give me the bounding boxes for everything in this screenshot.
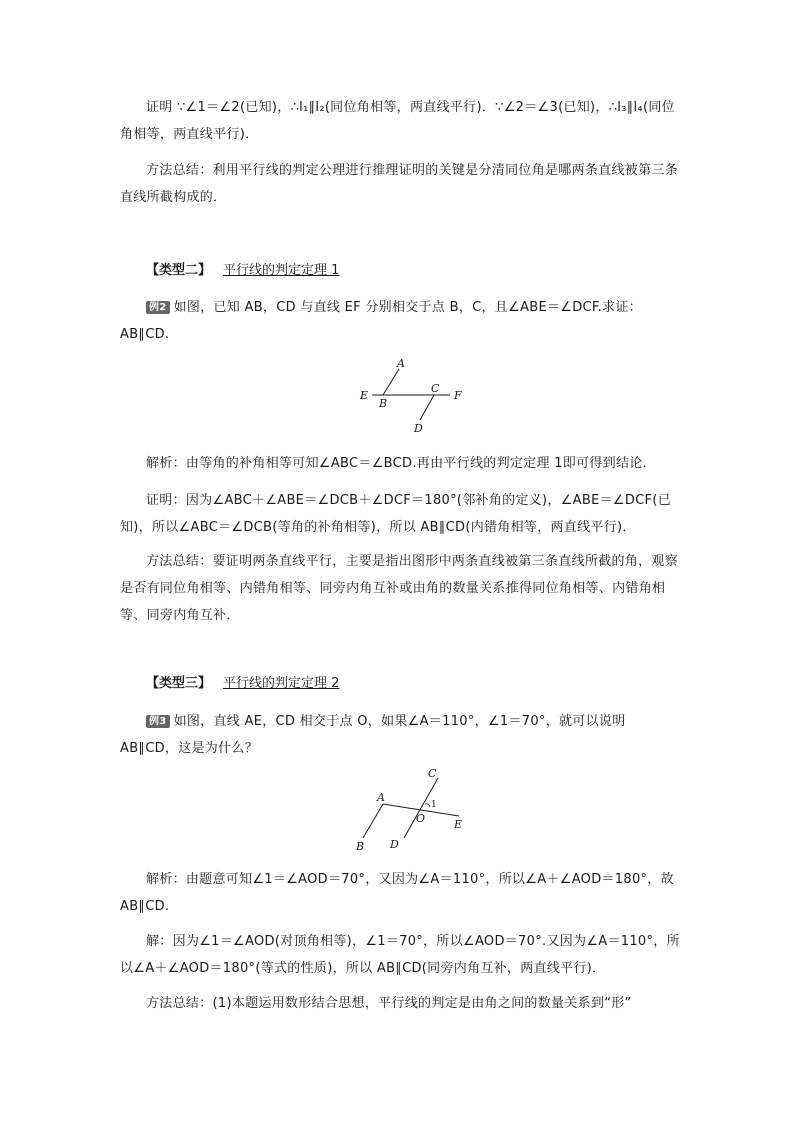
section-tag: 【类型三】 — [146, 676, 212, 691]
label-angle-1: 1 — [431, 800, 437, 810]
angle-1-arc — [425, 804, 430, 807]
section-tag: 【类型二】 — [146, 263, 212, 278]
label-a: A — [377, 791, 385, 804]
solution-paragraph: 解：因为∠1＝∠AOD(对顶角相等)，∠1＝70°，所以∠AOD＝70°.又因为∠A＝110°，所以∠A＋∠AOD＝180°(等式的性质)，所以 AB∥CD(同旁内角互补，两直线平行)． — [120, 934, 680, 976]
summary-paragraph-3: 方法总结：(1)本题运用数形结合思想，平行线的判定是由角之间的数量关系到“形” — [146, 996, 632, 1011]
example-text: 如图，已知 AB，CD 与直线 EF 分别相交于点 B，C，且∠ABE＝∠DCF.求证：AB∥CD. — [120, 300, 642, 342]
example-3-question — [120, 708, 680, 762]
analysis-paragraph-1: 解析：由等角的补角相等可知∠ABC＝∠BCD.再由平行线的判定定理 1即可得到结论． — [146, 456, 656, 471]
label-d: D — [414, 422, 423, 435]
line-cd — [420, 395, 434, 420]
section-title: 平行线的判定定理 1 — [223, 263, 340, 278]
figure-parallel-lines-1 — [350, 352, 480, 436]
label-e: E — [360, 389, 369, 402]
label-d: D — [390, 838, 399, 851]
figure-parallel-lines-2 — [346, 766, 476, 854]
example-2-question — [120, 294, 680, 348]
section-heading-type2 — [146, 261, 339, 281]
label-c: C — [428, 767, 437, 780]
section-title: 平行线的判定定理 2 — [223, 676, 340, 691]
label-e: E — [454, 818, 463, 831]
example-label: 例3 — [146, 715, 170, 728]
label-c: C — [431, 382, 440, 395]
summary-paragraph-2: 方法总结：要证明两条直线平行，主要是指出图形中两条直线被第三条直线所截的角，观察是否有同位角相等、内错角相等、同旁内角互补或由角的数量关系推得同位角相等、内错角相等、同旁内角互补． — [120, 554, 679, 623]
section-heading-type3 — [146, 674, 339, 694]
analysis-paragraph-2: 解析：由题意可知∠1＝∠AOD＝70°，又因为∠A＝110°，所以∠A＋∠AOD＝180°，故 AB∥CD. — [120, 872, 674, 914]
label-b: B — [356, 840, 365, 853]
proof-paragraph-1: 证明 ∵∠1＝∠2(已知)，∴l₁∥l₂(同位角相等，两直线平行)．∵∠2＝∠3(已知)，∴l₃∥l₄(同位角相等，两直线平行)． — [120, 100, 675, 142]
line-ab — [363, 804, 383, 838]
label-b: B — [379, 397, 388, 410]
example-label: 例2 — [146, 301, 170, 314]
example-text: 如图，直线 AE，CD 相交于点 O，如果∠A＝110°，∠1＝70°，就可以说明AB∥CD，这是为什么？ — [120, 714, 626, 756]
proof-paragraph-2: 证明：因为∠ABC＋∠ABE＝∠DCB＋∠DCF＝180°(邻补角的定义)，∠ABE＝∠DCF(已知)，所以∠ABC＝∠DCB(等角的补角相等)，所以 AB∥CD(内错角相等，两直线平行)． — [120, 493, 672, 535]
summary-paragraph-1: 方法总结：利用平行线的判定公理进行推理证明的关键是分清同位角是哪两条直线被第三条直线所截构成的． — [120, 163, 679, 205]
label-f: F — [454, 389, 462, 402]
line-ab — [383, 369, 399, 395]
label-a: A — [397, 357, 405, 370]
label-o: O — [416, 812, 426, 825]
